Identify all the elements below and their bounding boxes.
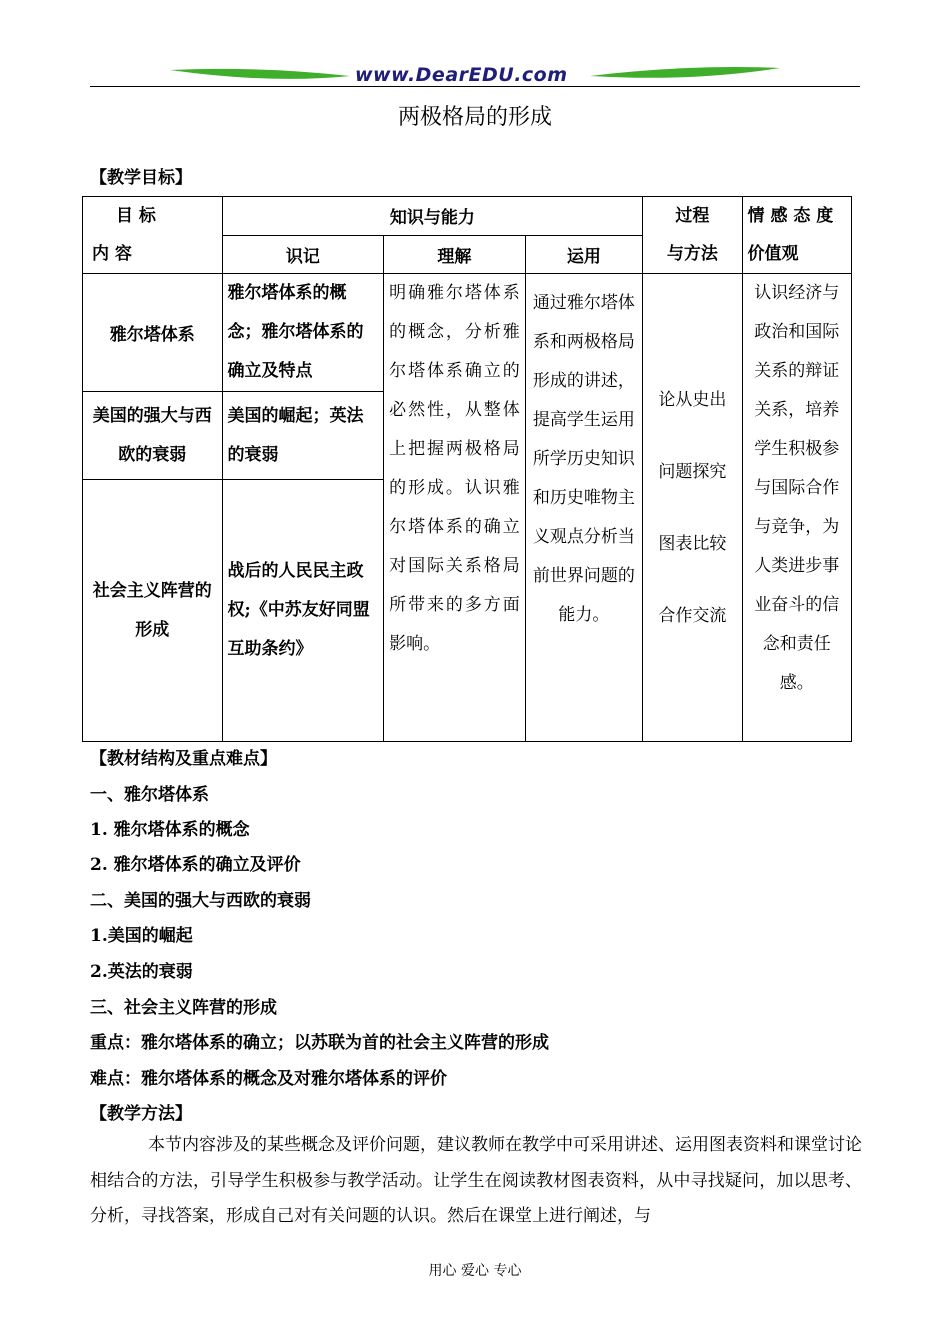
teaching-goals-table <box>82 196 852 742</box>
site-logo-text: www.DearEDU.com <box>355 64 568 86</box>
remember-row-3: 战后的人民民主政权;《中苏友好同盟互助条约》 <box>222 480 384 742</box>
difficult-point: 难点：雅尔塔体系的概念及对雅尔塔体系的评价 <box>90 1069 447 1089</box>
structure-heading: 【教材结构及重点难点】 <box>90 749 277 769</box>
structure-line: 1. 雅尔塔体系的概念 <box>90 820 250 840</box>
key-point: 重点：雅尔塔体系的确立；以苏联为首的社会主义阵营的形成 <box>90 1033 549 1053</box>
structure-line: 2. 雅尔塔体系的确立及评价 <box>90 855 301 875</box>
knowledge-header: 知识与能力 <box>222 197 643 236</box>
method-heading: 【教学方法】 <box>90 1104 192 1124</box>
remember-row-1: 雅尔塔体系的概念；雅尔塔体系的确立及特点 <box>222 274 384 392</box>
structure-line: 二、美国的强大与西欧的衰弱 <box>90 891 311 911</box>
structure-line: 一、雅尔塔体系 <box>90 785 209 805</box>
method-item: 合作交流 <box>658 605 727 626</box>
apply-cell: 通过雅尔塔体系和两极格局形成的讲述，提高学生运用所学历史知识和历史唯物主义观点分析当前世界问题的能力。 <box>525 274 642 742</box>
remember-header: 识记 <box>222 235 384 274</box>
apply-header: 运用 <box>525 235 642 274</box>
content-row-2: 美国的强大与西欧的衰弱 <box>83 392 223 480</box>
structure-line: 2.英法的衰弱 <box>90 962 193 982</box>
document-title: 两极格局的形成 <box>397 105 552 130</box>
attitude-cell: 认识经济与政治和国际关系的辩证关系，培养学生积极参与国际合作与竞争，为人类进步事业奋斗的信念和责任感。 <box>742 274 851 742</box>
method-item: 论从史出 <box>658 389 727 410</box>
content-row-3: 社会主义阵营的形成 <box>83 480 223 742</box>
structure-line: 三、社会主义阵营的形成 <box>90 998 277 1018</box>
content-row-1: 雅尔塔体系 <box>83 274 223 392</box>
methods-cell <box>643 274 742 742</box>
corner-cell: 目 标 内 容 <box>83 197 223 274</box>
header-rule <box>90 86 860 87</box>
structure-line: 1.美国的崛起 <box>90 926 193 946</box>
process-header: 过程 与方法 <box>643 197 742 274</box>
understand-header: 理解 <box>384 235 526 274</box>
page-footer: 用心 爱心 专心 <box>428 1263 522 1279</box>
attitude-header: 情 感 态 度 价值观 <box>742 197 851 274</box>
understand-cell: 明确雅尔塔体系的概念，分析雅尔塔体系确立的必然性，从整体上把握两极格局的形成。认识雅尔塔体系的确立对国际关系格局所带来的多方面影响。 <box>384 274 526 742</box>
goals-heading: 【教学目标】 <box>90 168 192 188</box>
remember-row-2: 美国的崛起；英法的衰弱 <box>222 392 384 480</box>
method-paragraph: 本节内容涉及的某些概念及评价问题，建议教师在教学中可采用讲述、运用图表资料和课堂讨论相结合的方法，引导学生积极参与教学活动。让学生在阅读教材图表资料，从中寻找疑问，加以思考、分析，寻找答案，形成自己对有关问题的认识。然后在课堂上进行阐述，与 <box>90 1135 862 1226</box>
method-item: 问题探究 <box>658 461 727 482</box>
method-item: 图表比较 <box>658 533 727 554</box>
